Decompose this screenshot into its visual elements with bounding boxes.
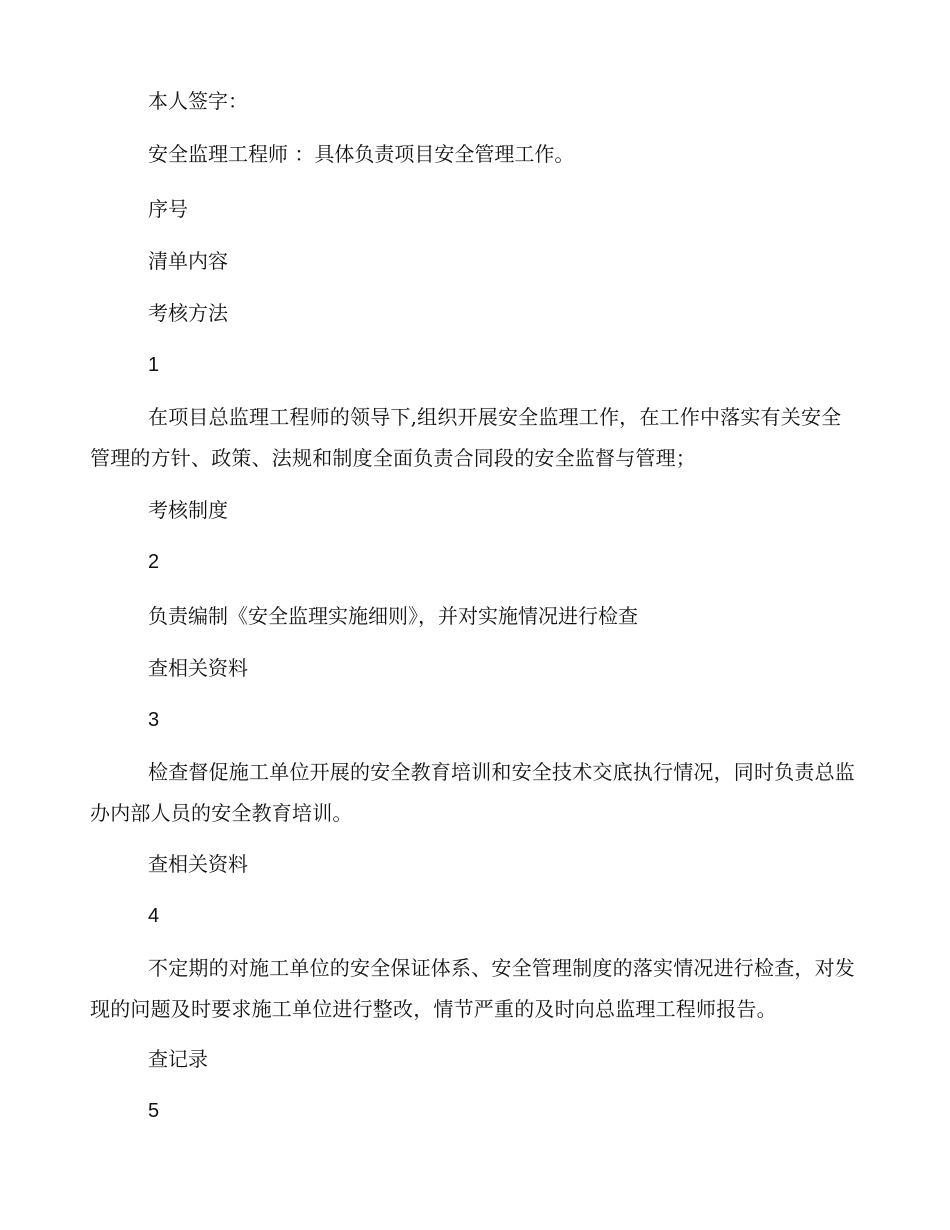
role-line: 安全监理工程师 ：具体负责项目安全管理工作。: [148, 142, 575, 166]
item-3-content: 检查督促施工单位开展的安全教育培训和安全技术交底执行情况，同时负责总监办内部人员的安全教育培训。: [90, 760, 855, 825]
header-method: 考核方法: [148, 301, 228, 325]
header-content: 清单内容: [148, 249, 228, 273]
item-4-number: 4: [148, 905, 160, 927]
item-2-method: 查相关资料: [148, 656, 248, 680]
item-4-method: 查记录: [148, 1047, 208, 1071]
item-1-number: 1: [148, 354, 160, 376]
item-3-method: 查相关资料: [148, 852, 248, 876]
item-2-content: 负责编制《安全监理实施细则》，并对实施情况进行检查: [148, 604, 638, 628]
item-1-method: 考核制度: [148, 498, 228, 522]
item-1-content: 在项目总监理工程师的领导下,组织开展安全监理工作，在工作中落实有关安全管理的方针、政策、法规和制度全面负责合同段的安全监督与管理；: [90, 405, 842, 470]
item-4-content: 不定期的对施工单位的安全保证体系、安全管理制度的落实情况进行检查，对发现的问题及时要求施工单位进行整改，情节严重的及时向总监理工程师报告。: [90, 956, 855, 1021]
item-3-number: 3: [148, 709, 160, 731]
signature-label: 本人签字：: [148, 89, 248, 113]
item-2-number: 2: [148, 551, 160, 573]
header-seq: 序号: [148, 197, 188, 221]
item-5-number: 5: [148, 1100, 160, 1122]
